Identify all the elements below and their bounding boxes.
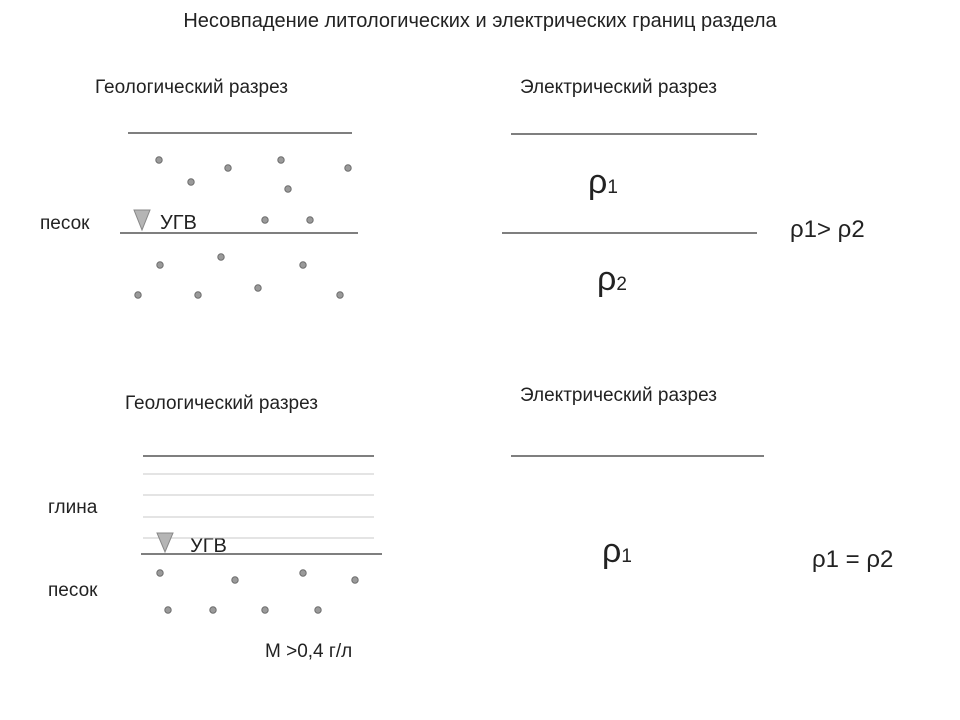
top-rho1: ρ1 [588, 163, 618, 201]
bottom-sand-label: песок [48, 580, 98, 601]
top-sand-dots [135, 157, 351, 298]
top-relation: ρ1> ρ2 [790, 216, 865, 243]
top-geo-heading: Геологический разрез [95, 77, 288, 98]
mineralization-label: М >0,4 г/л [265, 641, 353, 662]
bottom-relation: ρ1 = ρ2 [812, 546, 894, 573]
bottom-water-table-icon [157, 533, 173, 552]
top-water-table-icon [134, 210, 150, 230]
top-sand-label: песок [40, 213, 90, 234]
bottom-sand-dots [157, 570, 358, 613]
slide-title: Несовпадение литологических и электрических границ раздела [183, 10, 777, 32]
bottom-ugv-label: УГВ [190, 535, 227, 557]
top-ugv-label: УГВ [160, 212, 197, 234]
bottom-elec-heading: Электрический разрез [520, 385, 717, 406]
bottom-geo-heading: Геологический разрез [125, 393, 318, 414]
bottom-rho1: ρ1 [602, 532, 632, 570]
bottom-clay-label: глина [48, 497, 98, 518]
top-rho2: ρ2 [597, 260, 627, 298]
top-elec-heading: Электрический разрез [520, 77, 717, 98]
clay-hatching [143, 474, 374, 538]
